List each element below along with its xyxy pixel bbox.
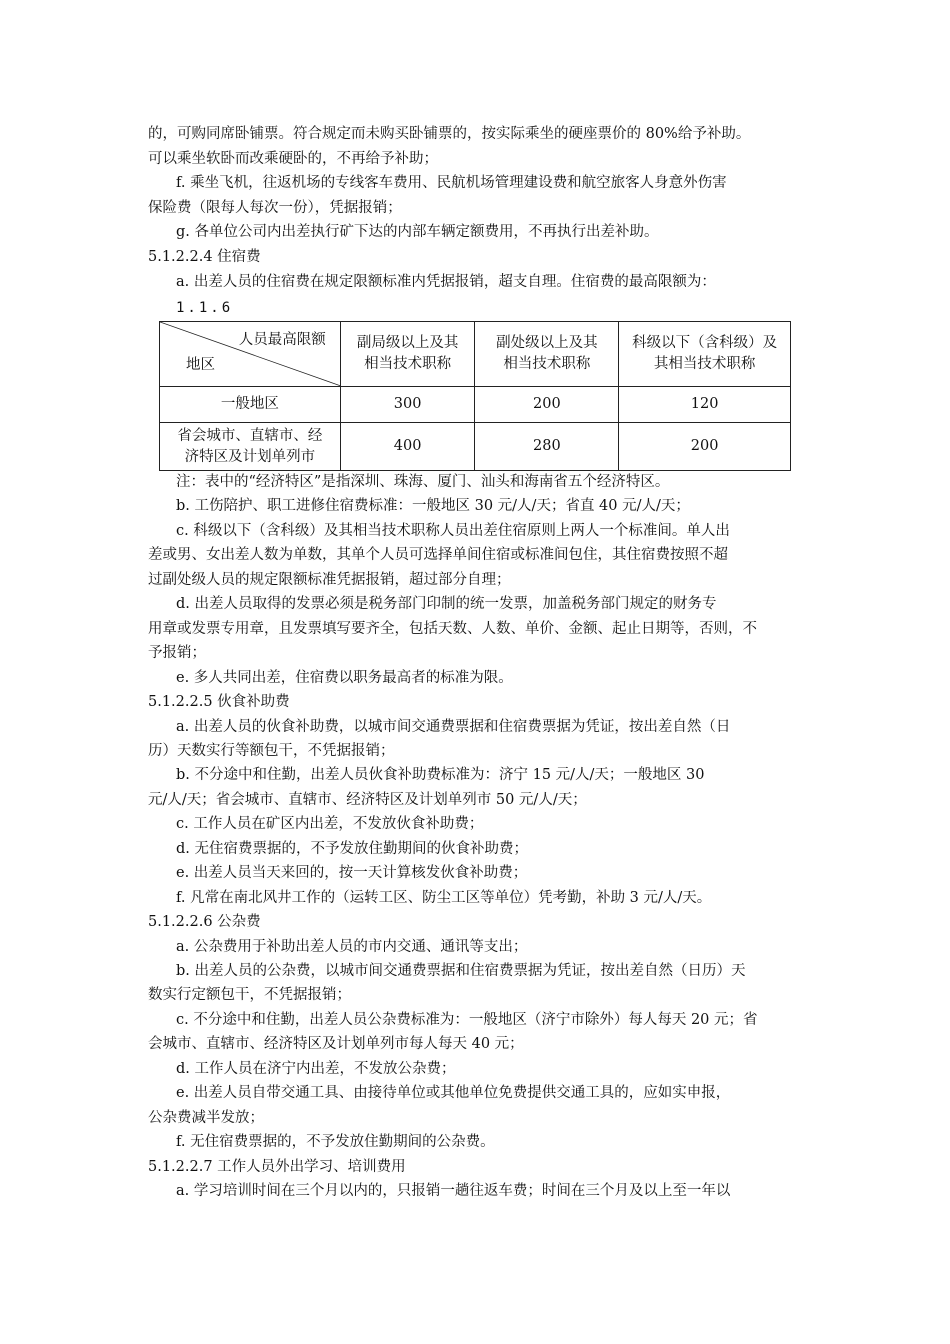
corner-bottom-label: 地区 [186,357,215,373]
region-cell: 省会城市、直辖市、经 济特区及计划单列市 [160,423,341,471]
corner-top-label: 人员最高限额 [238,332,326,348]
table-header-row [160,322,791,387]
text-line: 5.1.2.2.6 公杂费 [148,914,261,931]
text-line: 5.1.2.2.4 住宿费 [148,249,261,265]
value-cell: 400 [340,423,475,471]
text-line: 差或男、女出差人数为单数，其单个人员可选择单间住宿或标准间包住，其住宿费按照不超 [148,547,728,564]
value-cell: 120 [619,387,791,423]
text-line: a. 出差人员的伙食补助费，以城市间交通费票据和住宿费票据为凭证，按出差自然（日 [176,718,731,735]
region-cell: 一般地区 [160,387,341,423]
text-line: c. 不分途中和住勤，出差人员公杂费标准为：一般地区（济宁市除外）每人每天 20 元；省 [176,1011,758,1028]
text-line: 公杂费减半发放； [148,1109,264,1126]
text-line: c. 工作人员在矿区内出差，不发放伙食补助费； [176,816,484,833]
table-label: 1.1.6 [176,300,234,316]
text-line: 5.1.2.2.5 伙食补助费 [148,694,290,711]
col-header: 副局级以上及其 相当技术职称 [340,322,475,387]
accommodation-limit-table [159,321,791,471]
text-line: b. 工伤陪护、职工进修住宿费标准：一般地区 30 元/人/天；省直 40 元/人/天； [176,498,690,515]
value-cell: 280 [475,423,619,471]
table-row [160,387,791,423]
value-cell: 200 [475,387,619,423]
text-line: e. 多人共同出差，住宿费以职务最高者的标准为限。 [176,669,513,686]
value-cell: 200 [619,423,791,471]
text-line: f. 凡常在南北风井工作的（运转工区、防尘工区等单位）凭考勤，补助 3 元/人/天。 [176,889,712,906]
text-line: e. 出差人员当天来回的，按一天计算核发伙食补助费； [176,865,528,882]
table-row [160,423,791,471]
col-header: 副处级以上及其 相当技术职称 [475,322,619,387]
value-cell: 300 [340,387,475,423]
text-line: a. 公杂费用于补助出差人员的市内交通、通讯等支出； [176,938,528,955]
text-line: e. 出差人员自带交通工具、由接待单位或其他单位免费提供交通工具的，应如实申报， [176,1085,731,1102]
col-header: 科级以下（含科级）及 其相当技术职称 [619,322,791,387]
text-line: b. 不分途中和住勤，出差人员伙食补助费标准为：济宁 15 元/人/天；一般地区 30 [176,767,705,784]
text-line: a. 学习培训时间在三个月以内的，只报销一趟往返车费；时间在三个月及以上至一年以 [176,1183,731,1200]
text-line: g. 各单位公司内出差执行矿下达的内部车辆定额费用，不再执行出差补助。 [176,224,659,241]
text-line: 过副处级人员的规定限额标准凭据报销，超过部分自理； [148,571,511,588]
text-line: 会城市、直辖市、经济特区及计划单列市每人每天 40 元； [148,1036,524,1053]
text-line: a. 出差人员的住宿费在规定限额标准内凭据报销，超支自理。住宿费的最高限额为： [176,273,716,290]
text-line: 5.1.2.2.7 工作人员外出学习、培训费用 [148,1158,406,1175]
text-line: c. 科级以下（含科级）及其相当技术职称人员出差住宿原则上两人一个标准间。单人出 [176,522,730,539]
text-line: 予报销； [148,645,206,662]
text-line: 保险费（限每人每次一份），凭据报销； [148,199,402,216]
table-corner-cell [160,322,341,387]
text-line: 数实行定额包干，不凭据报销； [148,987,351,1004]
text-line: f. 乘坐飞机，往返机场的专线客车费用、民航机场管理建设费和航空旅客人身意外伤害 [176,175,727,192]
text-line: 可以乘坐软卧而改乘硬卧的，不再给予补助； [148,150,438,167]
text-line: d. 无住宿费票据的，不予发放住勤期间的伙食补助费； [176,840,528,857]
text-line: 元/人/天；省会城市、直辖市、经济特区及计划单列市 50 元/人/天； [148,791,587,808]
text-line: 历）天数实行等额包干，不凭据报销； [148,742,395,759]
text-line: 注：表中的“经济特区”是指深圳、珠海、厦门、汕头和海南省五个经济特区。 [176,474,670,490]
corner-diagonal [160,322,341,386]
corner-diagonal-line [160,322,341,386]
text-line: 的，可购同席卧铺票。符合规定而未购买卧铺票的，按实际乘坐的硬座票价的 80%给予补助。 [148,126,751,142]
text-line: d. 出差人员取得的发票必须是税务部门印制的统一发票，加盖税务部门规定的财务专 [176,596,717,613]
text-line: d. 工作人员在济宁内出差，不发放公杂费； [176,1060,456,1077]
text-line: 用章或发票专用章，且发票填写要齐全，包括天数、人数、单价、金额、起止日期等，否则，不 [148,620,757,637]
text-line: b. 出差人员的公杂费，以城市间交通费票据和住宿费票据为凭证，按出差自然（日历）天 [176,963,746,979]
text-line: f. 无住宿费票据的，不予发放住勤期间的公杂费。 [176,1134,495,1151]
